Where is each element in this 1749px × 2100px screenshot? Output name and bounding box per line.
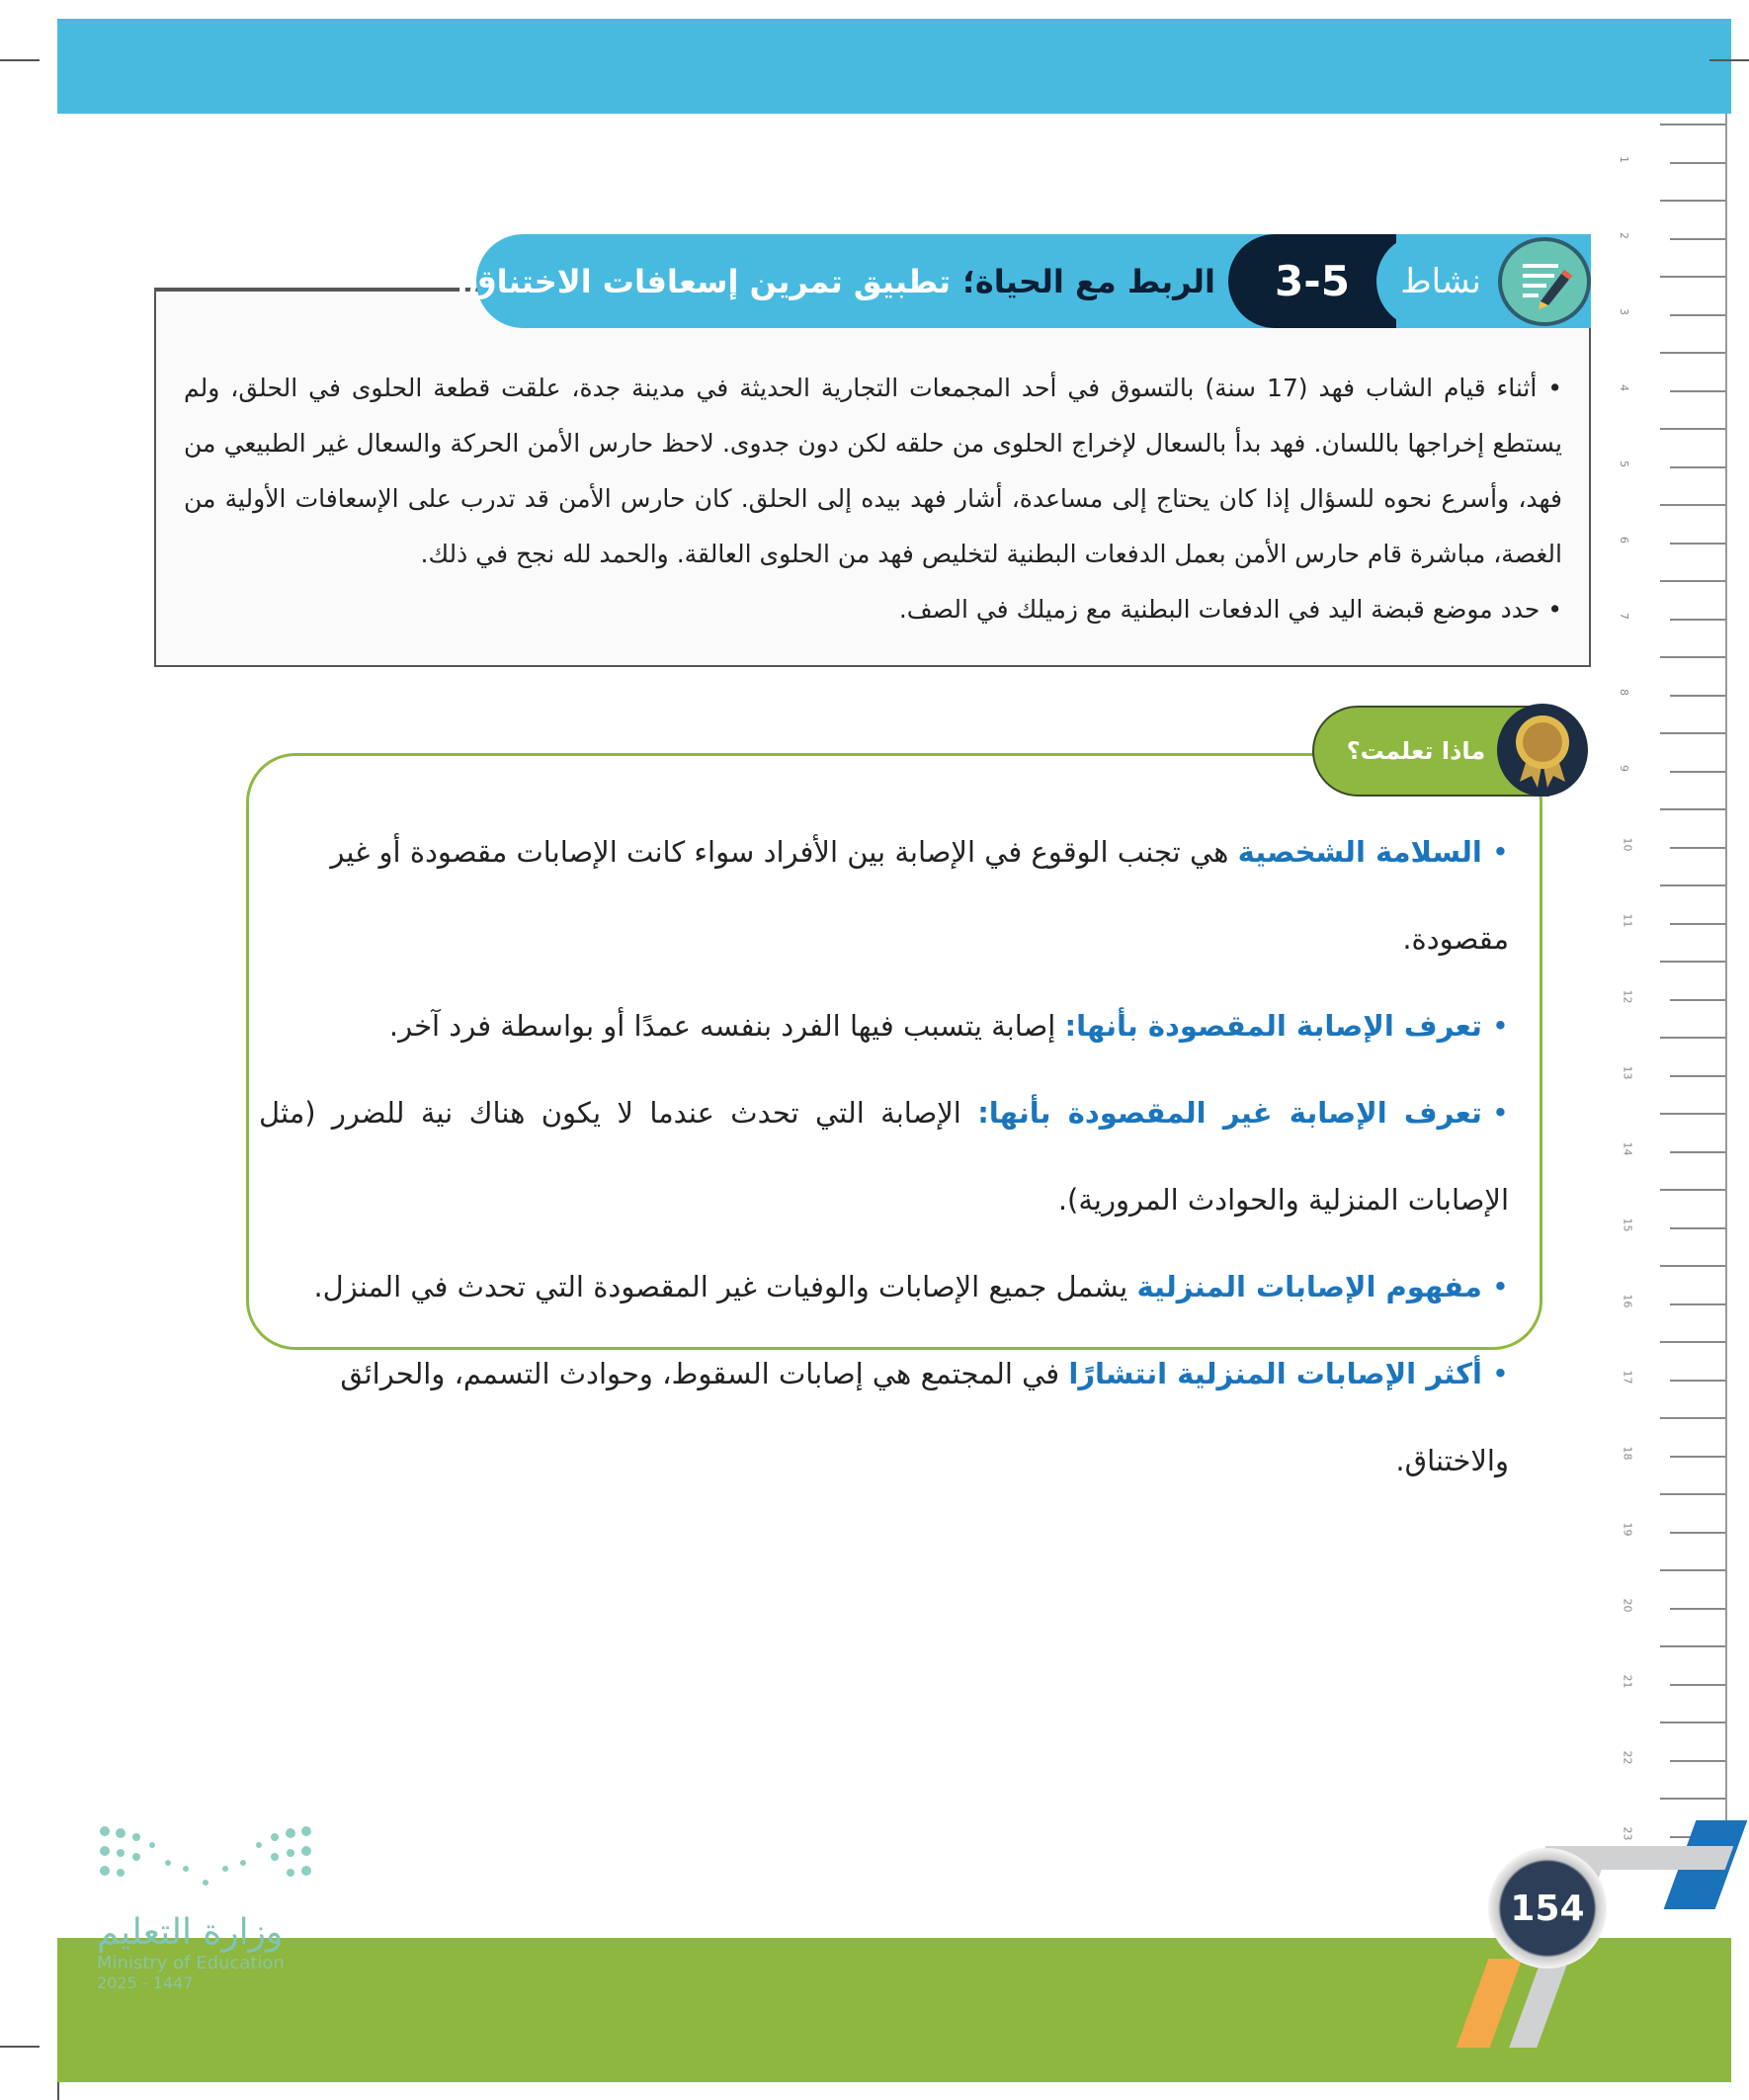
ruler-tick <box>1670 771 1725 773</box>
ruler-number: 3 <box>1618 308 1630 315</box>
ruler-number: 2 <box>1618 232 1630 239</box>
ruler-number: 12 <box>1621 989 1634 1004</box>
ruler-tick <box>1670 238 1725 240</box>
ruler-tick <box>1670 1456 1725 1458</box>
activity-title-light: تطبيق تمرين إسعافات الاختناق. <box>456 262 952 300</box>
medal-icon <box>1497 704 1588 797</box>
list-item: •مفهوم الإصابات المنزلية يشمل جميع الإصابات والوفيات غير المقصودة التي تحدث في المنزل. <box>313 1270 1509 1303</box>
ruler-tick <box>1670 1380 1725 1382</box>
learned-title: ماذا تعلمت؟ <box>1312 706 1549 797</box>
ruler-tick <box>1660 1265 1725 1267</box>
ruler-tick <box>1660 200 1725 202</box>
ruler-tick <box>1660 1645 1725 1647</box>
ruler-number: 6 <box>1618 537 1630 544</box>
ruler-tick <box>1670 1303 1725 1305</box>
pencil-note-icon <box>1498 237 1591 326</box>
page-number: 154 <box>1488 1848 1607 1969</box>
ruler-number: 15 <box>1621 1218 1634 1232</box>
ruler-number: 5 <box>1618 461 1630 467</box>
item-text: إصابة يتسبب فيها الفرد بنفسه عمدًا أو بواسطة فرد آخر. <box>388 1009 1056 1043</box>
ruler-tick <box>1670 695 1725 697</box>
ruler-tick <box>1660 1341 1725 1343</box>
ruler-tick <box>1660 124 1725 126</box>
ruler-tick <box>1660 580 1725 582</box>
ruler-tick <box>1670 1227 1725 1229</box>
ruler-tick <box>1660 1113 1725 1115</box>
ruler-tick <box>1670 466 1725 468</box>
list-item: •تعرف الإصابة المقصودة بأنها: إصابة يتسبب فيها الفرد بنفسه عمدًا أو بواسطة فرد آخر. <box>388 1009 1509 1043</box>
ruler-tick <box>1660 656 1725 658</box>
item-text: الإصابة التي تحدث عندما لا يكون هناك نية للضرر (مثل الإصابات المنزلية والحوادث المرورية). <box>259 1096 1509 1217</box>
ruler-tick <box>1670 162 1725 164</box>
ruler-tick <box>1660 961 1725 963</box>
ruler-tick <box>1670 999 1725 1001</box>
ruler-tick <box>1660 1417 1725 1419</box>
item-text: في المجتمع هي إصابات السقوط، وحوادث التسمم، والحرائق والاختناق. <box>340 1357 1509 1477</box>
ruler-number: 22 <box>1621 1750 1634 1765</box>
ruler-number: 21 <box>1621 1674 1634 1689</box>
ministry-logo <box>97 1823 314 1992</box>
activity-title-dark: الربط مع الحياة؛ <box>962 262 1215 300</box>
ruler-tick <box>1670 923 1725 925</box>
list-item: •تعرف الإصابة غير المقصودة بأنها: الإصابة التي تحدث عندما لا يكون هناك نية للضرر (مثل الإصابات المنزلية والحوادث المرورية). <box>259 1096 1510 1217</box>
ruler-tick <box>1670 619 1725 621</box>
ruler-number: 8 <box>1618 689 1630 696</box>
ruler-tick <box>1660 1493 1725 1495</box>
ruler-tick <box>1670 1760 1725 1762</box>
ruler-number: 1 <box>1618 156 1630 163</box>
item-text: يشمل جميع الإصابات والوفيات غير المقصودة التي تحدث في المنزل. <box>313 1270 1128 1303</box>
ruler-tick <box>1670 1151 1725 1153</box>
activity-task: • حدد موضع قبضة اليد في الدفعات البطنية مع زميلك في الصف. <box>898 595 1562 624</box>
ruler-number: 23 <box>1621 1826 1634 1841</box>
keyword: مفهوم الإصابات المنزلية <box>1136 1270 1482 1303</box>
ruler-number: 7 <box>1618 613 1630 620</box>
crop-mark <box>0 2046 40 2048</box>
activity-title <box>456 234 1215 328</box>
ruler-tick <box>1660 884 1725 886</box>
ruler-number: 9 <box>1618 765 1630 772</box>
ruler-tick <box>1670 1684 1725 1686</box>
keyword: تعرف الإصابة غير المقصودة بأنها: <box>977 1096 1482 1130</box>
logo-arabic: وزارة التعليم <box>97 1912 284 1953</box>
ruler-number: 17 <box>1621 1370 1634 1385</box>
ruler-number: 14 <box>1621 1141 1634 1156</box>
keyword: تعرف الإصابة المقصودة بأنها: <box>1064 1009 1482 1043</box>
ruler-number: 18 <box>1621 1446 1634 1461</box>
activity-text <box>184 361 1562 637</box>
ruler-number: 4 <box>1618 384 1630 391</box>
ruler-tick <box>1660 1189 1725 1191</box>
ruler-number: 19 <box>1621 1522 1634 1537</box>
ruler-tick <box>1670 1075 1725 1077</box>
ruler-tick <box>1660 1722 1725 1723</box>
ruler-tick <box>1660 352 1725 354</box>
crop-mark <box>1709 59 1749 61</box>
activity-paragraph: • أثناء قيام الشاب فهد (17 سنة) بالتسوق في أحد المجمعات التجارية الحديثة في مدينة جدة، علقت قطعة الحلوى في الحلق، ولم يستطع إخراجها باللسان. فهد بدأ بالسعال لإخراج الحلوى من حلقه لكن دون جدوى. لاحظ حارس الأمن الحركة والسعال غير الطبيعي من فهد، وأسرع نحوه للسؤال إذا كان يحتاج إلى مساعدة، أشار فهد بيده إلى الحلق. كان حارس الأمن قد تدرب على الإسعافات الأولية من الغصة، مباشرة قام حارس الأمن بعمل الدفعات البطنية لتخليص فهد من الحلوى العالقة. والحمد لله نجح في ذلك. <box>184 374 1562 568</box>
top-banner <box>57 19 1731 114</box>
ruler-tick <box>1660 732 1725 734</box>
learned-list <box>259 808 1509 1504</box>
logo-year: 2025 - 1447 <box>97 1974 194 1992</box>
crop-mark <box>0 59 40 61</box>
ruler-number: 13 <box>1621 1065 1634 1080</box>
keyword: السلامة الشخصية <box>1237 835 1482 869</box>
ruler-tick <box>1660 276 1725 278</box>
ruler-tick <box>1660 1037 1725 1039</box>
ruler-number: 20 <box>1621 1598 1634 1613</box>
ruler-tick <box>1660 428 1725 430</box>
logo-dots-icon <box>97 1823 314 1902</box>
activity-label: نشاط <box>1376 234 1535 328</box>
ruler-number: 10 <box>1621 837 1634 852</box>
ruler-tick <box>1660 1569 1725 1571</box>
ruler-number: 11 <box>1621 913 1634 928</box>
list-item: •أكثر الإصابات المنزلية انتشارًا في المجتمع هي إصابات السقوط، وحوادث التسمم، والحرائق والاختناق. <box>340 1357 1509 1477</box>
ruler-number: 16 <box>1621 1294 1634 1308</box>
ruler-tick <box>1670 847 1725 849</box>
activity-number: 3-5 <box>1228 234 1396 328</box>
item-text: هي تجنب الوقوع في الإصابة بين الأفراد سواء كانت الإصابات مقصودة أو غير مقصودة. <box>330 835 1509 956</box>
side-ruler <box>1618 114 1734 1853</box>
logo-english: Ministry of Education <box>97 1953 285 1974</box>
list-item: •السلامة الشخصية هي تجنب الوقوع في الإصابة بين الأفراد سواء كانت الإصابات مقصودة أو غير مقصودة. <box>330 835 1509 956</box>
ruler-tick <box>1660 1798 1725 1800</box>
ruler-tick <box>1670 314 1725 316</box>
ruler-tick <box>1660 504 1725 506</box>
ruler-tick <box>1670 1532 1725 1534</box>
keyword: أكثر الإصابات المنزلية انتشارًا <box>1068 1357 1482 1390</box>
ruler-tick <box>1670 1608 1725 1610</box>
ruler-tick <box>1660 808 1725 810</box>
ruler-tick <box>1670 543 1725 545</box>
ruler-tick <box>1670 390 1725 392</box>
